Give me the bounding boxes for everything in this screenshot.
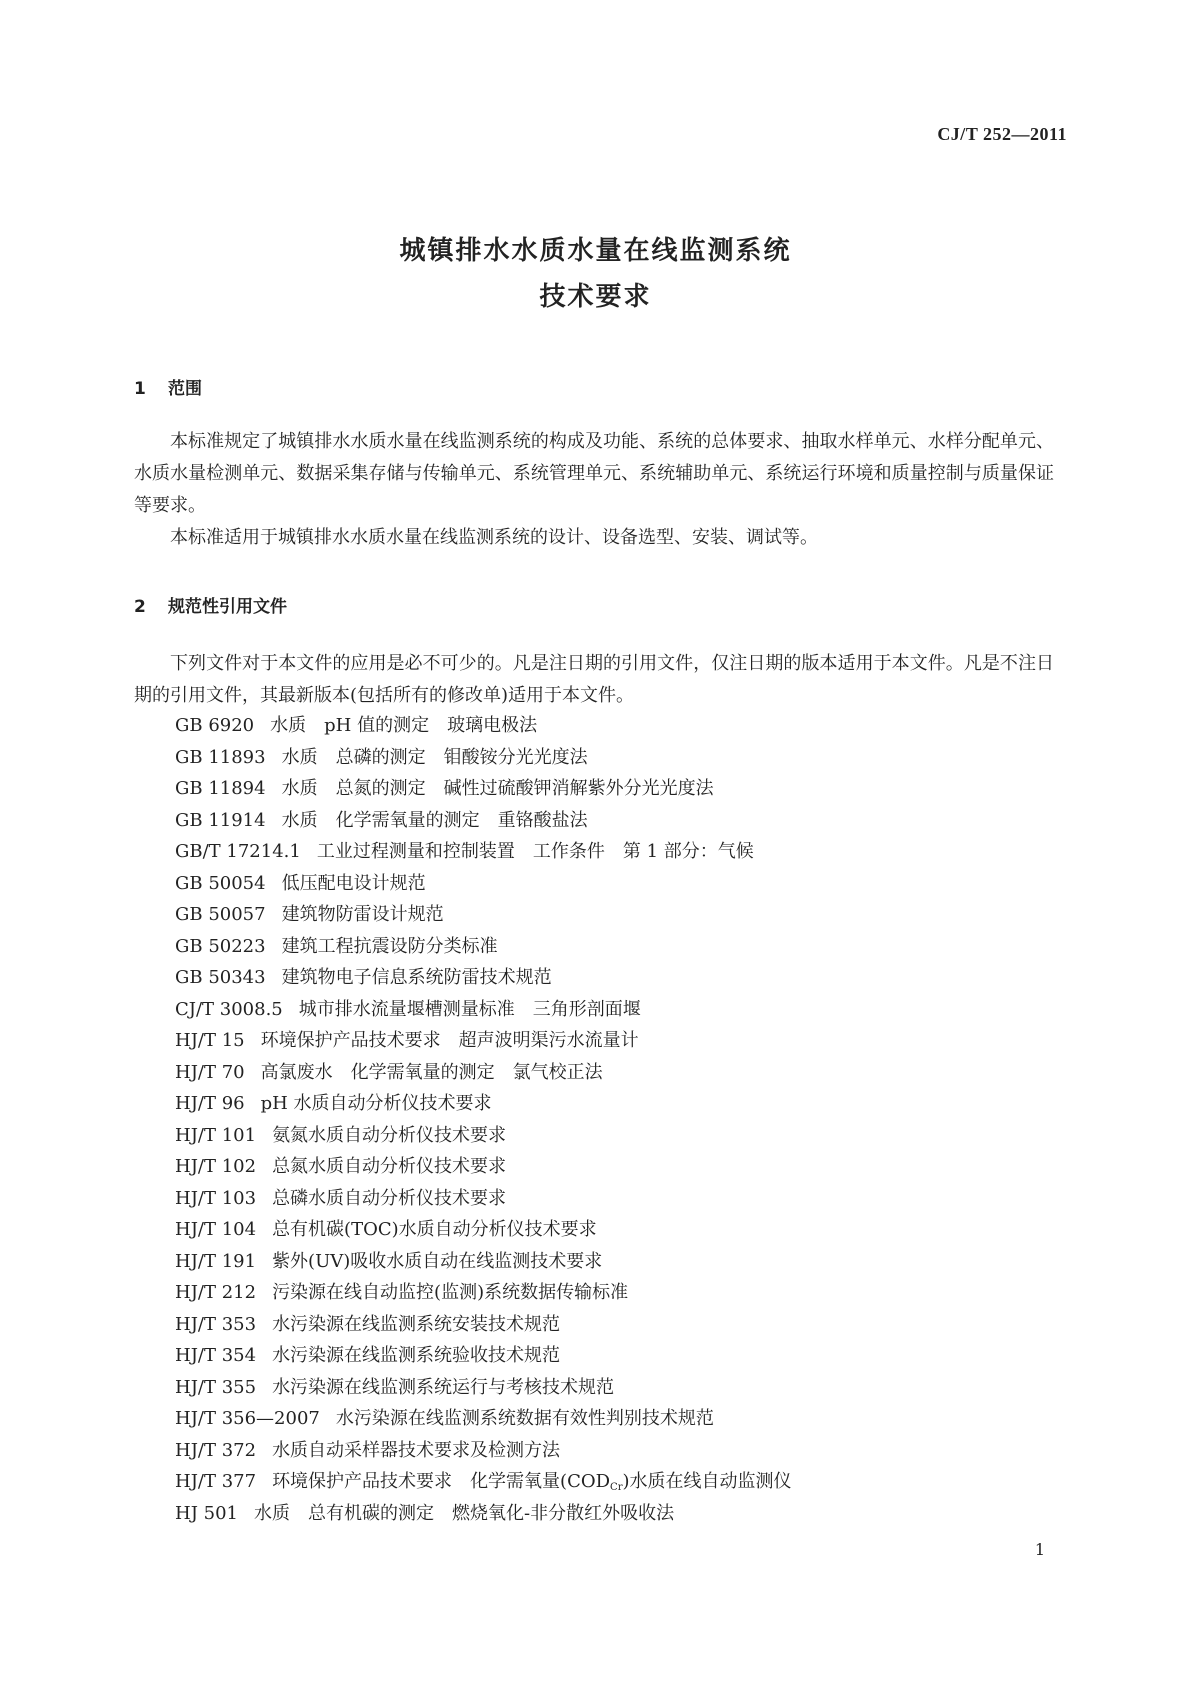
section-number: 1	[134, 379, 146, 399]
reference-title-segment: 水污染源在线监测系统运行与考核技术规范	[272, 1376, 615, 1398]
reference-title-segment: 三角形剖面堰	[532, 998, 641, 1020]
reference-title-segment: 超声波明渠污水流量计	[458, 1030, 639, 1051]
reference-title-segment: 总磷水质自动分析仪技术要求	[272, 1187, 507, 1209]
reference-code: GB 50223	[175, 935, 266, 957]
reference-item	[175, 868, 792, 900]
reference-item	[175, 1498, 792, 1530]
reference-code: HJ/T 212	[175, 1282, 257, 1303]
reference-title-segment: 水质	[254, 1502, 290, 1524]
section-title: 范围	[168, 379, 202, 399]
document-title-line-2: 技术要求	[539, 282, 652, 312]
references-intro-paragraph: 下列文件对于本文件的应用是必不可少的。凡是注日期的引用文件，仅注日期的版本适用于本文件。凡是不注日期的引用文件，其最新版本(包括所有的修改单)适用于本文件。	[134, 653, 1054, 706]
section-heading-scope	[134, 374, 202, 399]
reference-code: HJ/T 96	[175, 1093, 245, 1114]
reference-title-segment: pH 水质自动分析仪技术要求	[260, 1093, 492, 1114]
scope-paragraph-2: 本标准适用于城镇排水水质水量在线监测系统的设计、设备选型、安装、调试等。	[170, 527, 818, 548]
reference-code: HJ/T 102	[175, 1156, 257, 1177]
reference-subscript: Cr	[610, 1482, 623, 1493]
reference-title-segment: 紫外(UV)吸收水质自动在线监测技术要求	[272, 1250, 603, 1272]
reference-item	[175, 1340, 792, 1372]
reference-title-segment: pH 值的测定	[324, 715, 430, 736]
standard-code: CJ/T 252—2011	[937, 124, 1067, 144]
reference-title-segment: 总有机碳(TOC)水质自动分析仪技术要求	[272, 1219, 597, 1240]
reference-code: HJ/T 191	[175, 1250, 257, 1272]
reference-title-segment: 工作条件	[532, 841, 605, 862]
reference-item	[175, 962, 792, 994]
reference-code: HJ/T 377	[175, 1471, 257, 1492]
reference-title-segment: 第 1 部分：气候	[622, 841, 754, 862]
reference-code: HJ/T 353	[175, 1313, 257, 1335]
reference-item	[175, 1435, 792, 1467]
reference-item	[175, 1246, 792, 1278]
reference-title-segment: 水质	[270, 715, 307, 736]
reference-title-segment: 环境保护产品技术要求	[260, 1030, 441, 1051]
reference-title-segment: 碱性过硫酸钾消解紫外分光光度法	[443, 778, 714, 799]
reference-code: HJ/T 101	[175, 1124, 257, 1146]
reference-item	[175, 773, 792, 805]
reference-item	[175, 805, 792, 837]
reference-title-segment: 总有机碳的测定	[308, 1502, 434, 1524]
reference-item	[175, 1277, 792, 1309]
reference-item	[175, 899, 792, 931]
reference-title-segment: 化学需氧量的测定	[350, 1061, 495, 1083]
reference-title-segment: 城市排水流量堰槽测量标准	[298, 998, 515, 1020]
reference-title-segment: 总磷的测定	[335, 746, 426, 768]
reference-item	[175, 1214, 792, 1246]
reference-code: GB 11894	[175, 778, 266, 799]
reference-item	[175, 836, 792, 868]
reference-item	[175, 1088, 792, 1120]
reference-code: HJ 501	[175, 1502, 238, 1524]
reference-code: HJ/T 356—2007	[175, 1408, 320, 1429]
reference-title-segment: 氯气校正法	[512, 1061, 603, 1083]
reference-item	[175, 994, 792, 1026]
section-heading-normative-references	[134, 592, 287, 617]
reference-title-segment: 环境保护产品技术要求	[272, 1471, 453, 1492]
reference-code: HJ/T 70	[175, 1061, 245, 1083]
reference-title-tail: )水质在线自动监测仪	[622, 1471, 792, 1492]
reference-code: GB 11914	[175, 809, 266, 831]
reference-code: GB 6920	[175, 715, 255, 736]
reference-title-segment: 氨氮水质自动分析仪技术要求	[272, 1124, 507, 1146]
reference-code: GB 50057	[175, 904, 266, 925]
reference-code: HJ/T 372	[175, 1439, 257, 1461]
reference-title-segment: 总氮水质自动分析仪技术要求	[272, 1156, 507, 1177]
reference-title-segment: 总氮的测定	[335, 778, 426, 799]
reference-code: HJ/T 354	[175, 1345, 257, 1366]
reference-item	[175, 710, 792, 742]
reference-title-segment: 水污染源在线监测系统数据有效性判别技术规范	[335, 1408, 714, 1429]
reference-item	[175, 1025, 792, 1057]
scope-paragraph-1: 本标准规定了城镇排水水质水量在线监测系统的构成及功能、系统的总体要求、抽取水样单元、水样分配单元、水质水量检测单元、数据采集存储与传输单元、系统管理单元、系统辅助单元、系统运行环境和质量控制与质量保证等要求。	[134, 431, 1054, 516]
reference-title-segment: 高氯废水	[260, 1061, 333, 1083]
reference-title-segment: 玻璃电极法	[447, 715, 538, 736]
reference-title-segment: 建筑物防雷设计规范	[281, 904, 444, 925]
reference-code: CJ/T 3008.5	[175, 998, 283, 1020]
reference-code: GB 11893	[175, 746, 266, 768]
reference-title-segment: 工业过程测量和控制装置	[316, 841, 515, 862]
section-number: 2	[134, 597, 146, 617]
reference-title-segment: 低压配电设计规范	[281, 872, 426, 894]
reference-title-segment: 水污染源在线监测系统验收技术规范	[272, 1345, 561, 1366]
reference-item	[175, 1403, 792, 1435]
reference-title-segment: 水质自动采样器技术要求及检测方法	[272, 1439, 561, 1461]
reference-code: HJ/T 104	[175, 1219, 257, 1240]
reference-title-segment: 燃烧氧化-非分散红外吸收法	[452, 1502, 675, 1524]
reference-title-segment: 钼酸铵分光光度法	[443, 746, 588, 768]
reference-title-segment: 污染源在线自动监控(监测)系统数据传输标准	[272, 1282, 629, 1303]
reference-code: HJ/T 355	[175, 1376, 257, 1398]
reference-title-segment: 化学需氧量的测定	[335, 809, 480, 831]
reference-title-segment: 水质	[281, 746, 318, 768]
page-number: 1	[1034, 1540, 1045, 1559]
reference-item	[175, 1309, 792, 1341]
reference-title-segment: 水污染源在线监测系统安装技术规范	[272, 1313, 561, 1335]
reference-item	[175, 1372, 792, 1404]
reference-item	[175, 742, 792, 774]
reference-code: HJ/T 15	[175, 1030, 245, 1051]
reference-code: GB 50343	[175, 967, 266, 988]
reference-code: HJ/T 103	[175, 1187, 257, 1209]
reference-title-segment: 建筑工程抗震设防分类标准	[281, 935, 498, 957]
reference-title-segment: 水质	[281, 809, 318, 831]
reference-title-segment: 建筑物电子信息系统防雷技术规范	[281, 967, 552, 988]
section-title: 规范性引用文件	[168, 597, 287, 617]
reference-title-segment: 重铬酸盐法	[497, 809, 588, 831]
reference-item	[175, 1057, 792, 1089]
reference-code: GB/T 17214.1	[175, 841, 301, 862]
document-title-line-1: 城镇排水水质水量在线监测系统	[399, 236, 792, 266]
reference-title-segment: 化学需氧量(COD	[470, 1471, 611, 1492]
reference-item	[175, 1151, 792, 1183]
reference-code: GB 50054	[175, 872, 266, 894]
reference-item	[175, 1466, 792, 1498]
reference-title-segment: 水质	[281, 778, 318, 799]
reference-item	[175, 1120, 792, 1152]
reference-list	[175, 710, 792, 1529]
reference-item	[175, 1183, 792, 1215]
reference-item	[175, 931, 792, 963]
